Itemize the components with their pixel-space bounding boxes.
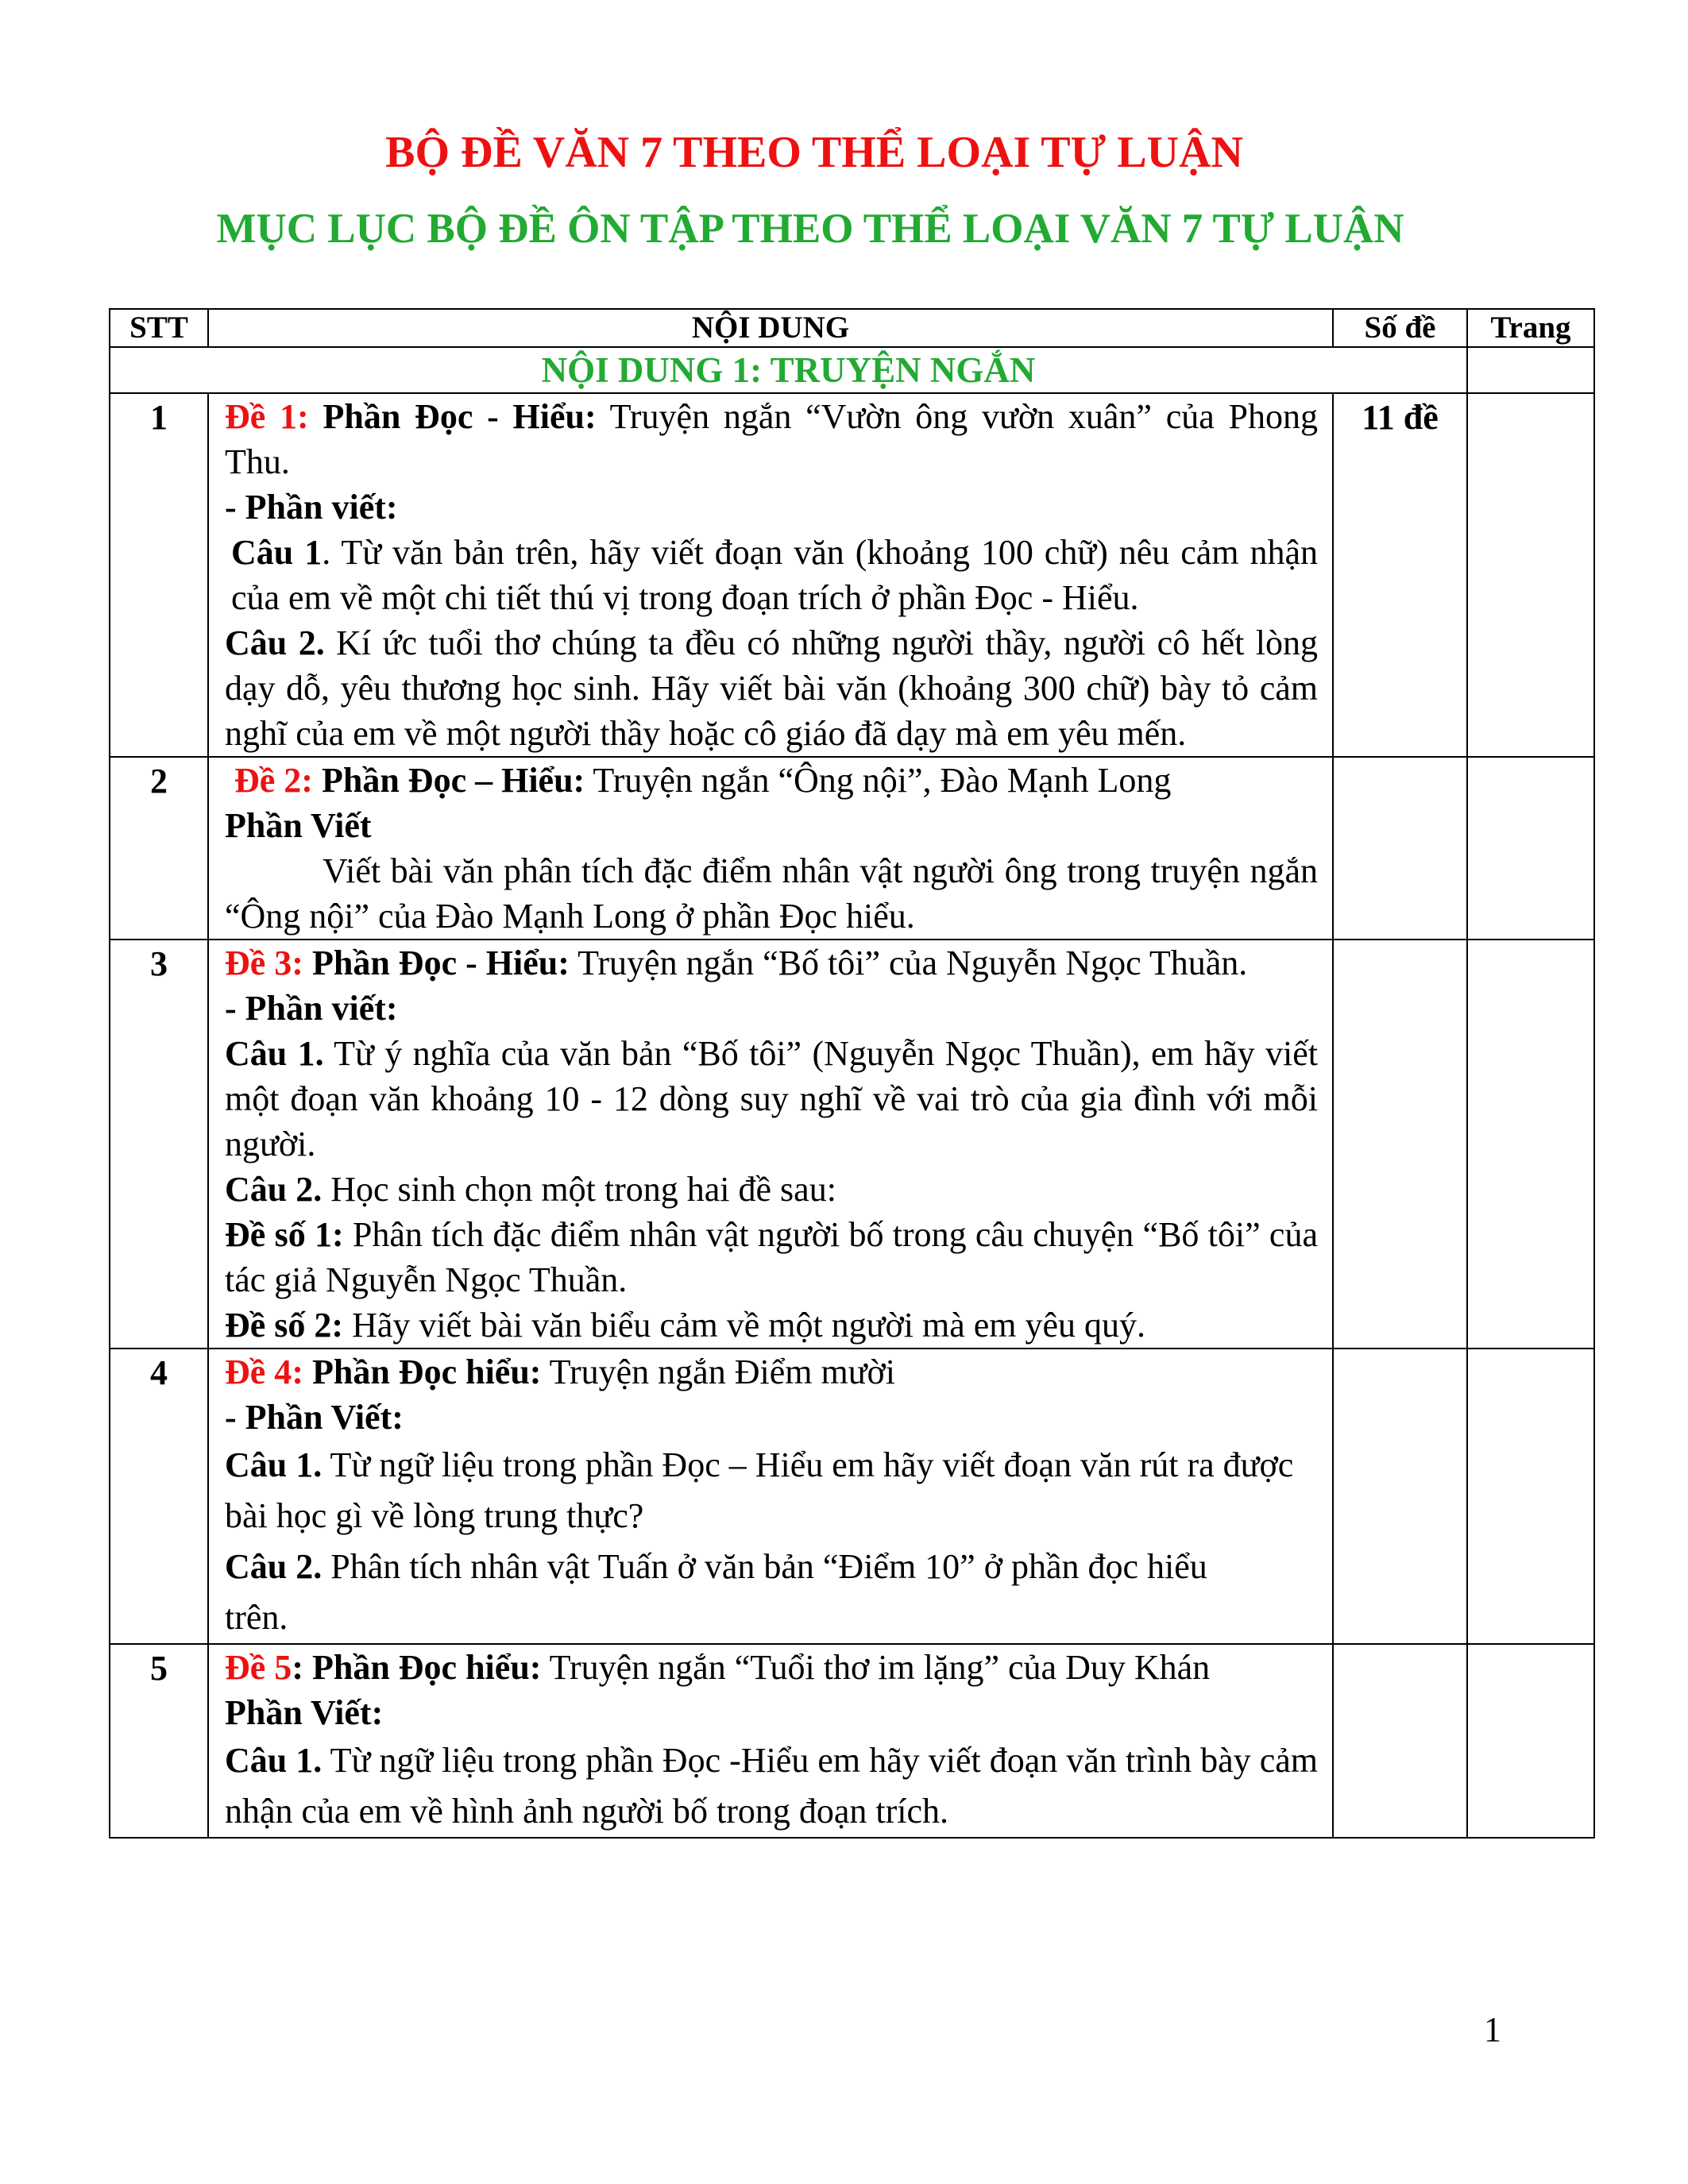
row-stt: 3 bbox=[110, 940, 208, 1349]
option-label: Đề số 2: bbox=[225, 1306, 344, 1345]
toc-table bbox=[109, 308, 1595, 1839]
row-text: Viết bài văn phân tích đặc điểm nhân vật người ông trong truyện ngắn “Ông nội” của Đào Mạnh Long ở phần Đọc hiểu. bbox=[225, 851, 1318, 936]
question-text: Từ ngữ liệu trong phần Đọc -Hiểu em hãy viết đoạn văn trình bày cảm nhận của em về hình ảnh người bố trong đoạn trích. bbox=[225, 1741, 1318, 1831]
de-label: Đề 1: bbox=[225, 397, 309, 436]
question-label: Câu 2. bbox=[225, 1547, 323, 1586]
read-text: Truyện ngắn “Ông nội”, Đào Mạnh Long bbox=[593, 761, 1172, 800]
table-row bbox=[110, 393, 1594, 757]
row-page bbox=[1467, 393, 1594, 757]
question-label: Câu 1 bbox=[231, 533, 323, 572]
row-count: 11 đề bbox=[1333, 393, 1467, 757]
section-heading: NỘI DUNG 1: TRUYỆN NGẮN bbox=[110, 347, 1467, 393]
row-page bbox=[1467, 940, 1594, 1349]
row-count bbox=[1333, 1644, 1467, 1838]
question-text: Phân tích nhân vật Tuấn ở văn bản “Điểm 10” ở phần đọc hiểu trên. bbox=[225, 1547, 1207, 1637]
question-label: Câu 1. bbox=[225, 1445, 323, 1484]
option-text: Phân tích đặc điểm nhân vật người bố trong câu chuyện “Bố tôi” của tác giả Nguyễn Ngọc Thuần. bbox=[225, 1215, 1318, 1299]
header-page: Trang bbox=[1467, 309, 1594, 347]
document-subtitle: MỤC LỤC BỘ ĐỀ ÔN TẬP THEO THỂ LOẠI VĂN 7 TỰ LUẬN bbox=[216, 206, 1404, 252]
option-label: Đề số 1: bbox=[225, 1215, 344, 1254]
header-stt: STT bbox=[110, 309, 208, 347]
row-count bbox=[1333, 1349, 1467, 1644]
read-text: Truyện ngắn Điểm mười bbox=[549, 1352, 896, 1391]
de-colon: : bbox=[292, 1352, 303, 1391]
question-text: Từ ngữ liệu trong phần Đọc – Hiểu em hãy viết đoạn văn rút ra được bài học gì về lòng trung thực? bbox=[225, 1445, 1294, 1535]
row-page bbox=[1467, 1349, 1594, 1644]
write-label: - Phần Viết: bbox=[225, 1398, 404, 1437]
read-text: Truyện ngắn “Vườn ông vườn xuân” của Phong Thu. bbox=[225, 397, 1318, 481]
read-label: Phần Đọc - Hiểu: bbox=[311, 943, 570, 982]
table-row bbox=[110, 1349, 1594, 1644]
question-label: Câu 1. bbox=[225, 1034, 324, 1073]
de-label: Đề 3: bbox=[225, 943, 303, 982]
table-row bbox=[110, 757, 1594, 940]
question-label: Câu 1. bbox=[225, 1741, 323, 1780]
header-content: NỘI DUNG bbox=[208, 309, 1333, 347]
page-number: 1 bbox=[1484, 2010, 1501, 2049]
read-text: Truyện ngắn “Bố tôi” của Nguyễn Ngọc Thuần. bbox=[577, 943, 1248, 982]
row-content bbox=[208, 393, 1333, 757]
header-row bbox=[110, 309, 1594, 347]
row-stt: 2 bbox=[110, 757, 208, 940]
question-text: Học sinh chọn một trong hai đề sau: bbox=[330, 1170, 836, 1209]
option-text: Hãy viết bài văn biểu cảm về một người mà em yêu quý. bbox=[352, 1306, 1146, 1345]
read-text: Truyện ngắn “Tuổi thơ im lặng” của Duy Khán bbox=[549, 1648, 1211, 1687]
de-label: Đề 4 bbox=[225, 1352, 292, 1391]
de-label: Đề 2: bbox=[234, 761, 313, 800]
read-label: Phần Đọc - Hiểu: bbox=[323, 397, 597, 436]
read-label: Phần Đọc – Hiểu: bbox=[321, 761, 585, 800]
write-label: Phần Viết bbox=[225, 806, 372, 845]
table-row bbox=[110, 1644, 1594, 1838]
write-label: Phần Viết: bbox=[225, 1693, 384, 1732]
row-content bbox=[208, 757, 1333, 940]
document-title: BỘ ĐỀ VĂN 7 THEO THỂ LOẠI TỰ LUẬN bbox=[385, 128, 1243, 177]
row-content bbox=[208, 940, 1333, 1349]
question-text: . Từ văn bản trên, hãy viết đoạn văn (khoảng 100 chữ) nêu cảm nhận của em về một chi tiết thú vị trong đoạn trích ở phần Đọc - Hiểu. bbox=[231, 533, 1319, 617]
question-label: Câu 2. bbox=[225, 623, 325, 662]
row-stt: 4 bbox=[110, 1349, 208, 1644]
write-label: - Phần viết: bbox=[225, 488, 398, 527]
question-label: Câu 2. bbox=[225, 1170, 323, 1209]
row-content bbox=[208, 1644, 1333, 1838]
section-page-cell bbox=[1467, 347, 1594, 393]
question-text: Kí ức tuổi thơ chúng ta đều có những người thầy, người cô hết lòng dạy dỗ, yêu thương học sinh. Hãy viết bài văn (khoảng 300 chữ) bày tỏ cảm nghĩ của em về một người thầy hoặc cô giáo đã dạy mà em yêu mến. bbox=[225, 623, 1319, 753]
row-content bbox=[208, 1349, 1333, 1644]
write-label: - Phần viết: bbox=[225, 989, 398, 1028]
row-stt: 5 bbox=[110, 1644, 208, 1838]
de-label: Đề 5 bbox=[225, 1648, 292, 1687]
question-text: Từ ý nghĩa của văn bản “Bố tôi” (Nguyễn Ngọc Thuần), em hãy viết một đoạn văn khoảng 10 - 12 dòng suy nghĩ về vai trò của gia đình với mỗi người. bbox=[225, 1034, 1318, 1163]
row-page bbox=[1467, 1644, 1594, 1838]
row-page bbox=[1467, 757, 1594, 940]
section-row bbox=[110, 347, 1594, 393]
header-count: Số đề bbox=[1333, 309, 1467, 347]
table-row bbox=[110, 940, 1594, 1349]
read-label: : Phần Đọc hiểu: bbox=[292, 1648, 542, 1687]
row-count bbox=[1333, 757, 1467, 940]
read-label: Phần Đọc hiểu: bbox=[311, 1352, 542, 1391]
row-count bbox=[1333, 940, 1467, 1349]
row-stt: 1 bbox=[110, 393, 208, 757]
